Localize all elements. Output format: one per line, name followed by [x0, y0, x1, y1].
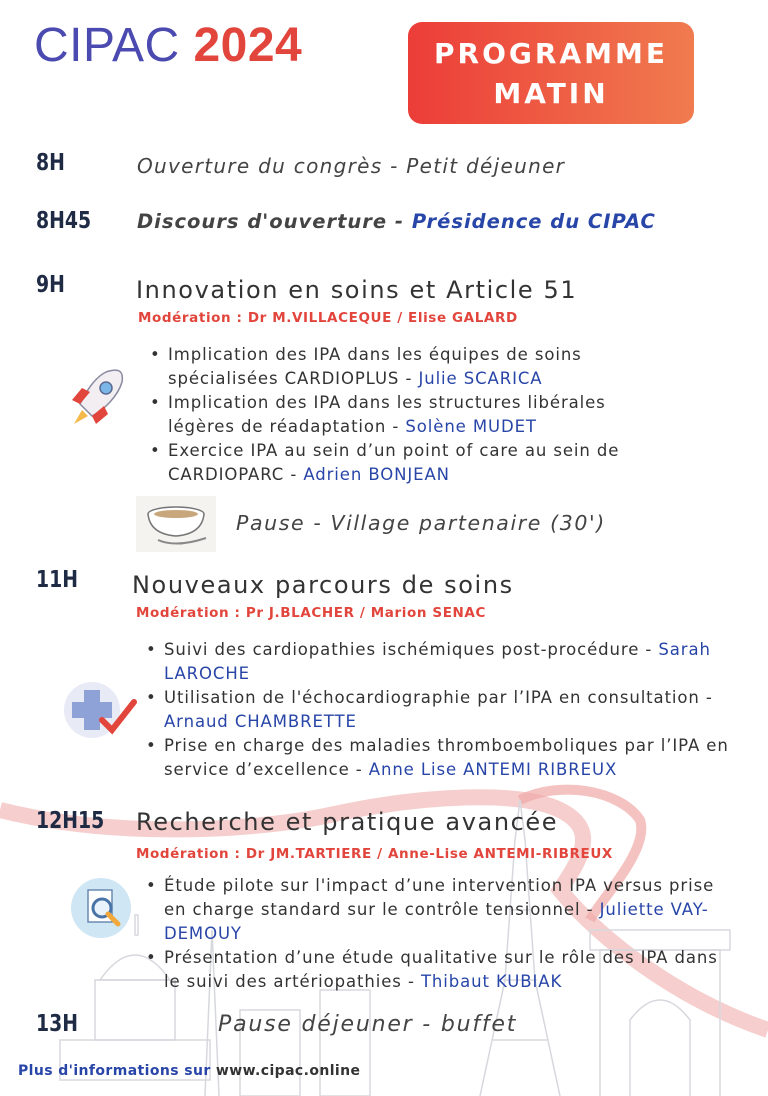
- session-opening: Ouverture du congrès - Petit déjeuner: [137, 154, 566, 178]
- footer-website-link[interactable]: www.cipac.online: [215, 1063, 361, 1079]
- time-12h15: 12H15: [36, 808, 105, 834]
- medical-cross-icon: [62, 680, 138, 740]
- session-title-recherche: Recherche et pratique avancée: [136, 808, 559, 836]
- moderation-innovation: Modération : Dr M.VILLACEQUE / Elise GALARD: [138, 310, 518, 326]
- session-title-parcours: Nouveaux parcours de soins: [132, 571, 514, 599]
- list-recherche: [146, 874, 726, 994]
- time-9h: 9H: [36, 272, 65, 298]
- badge-line-1: PROGRAMME: [434, 37, 668, 70]
- moderation-recherche: Modération : Dr JM.TARTIERE / Anne-Lise ANTEMI-RIBREUX: [136, 846, 613, 862]
- time-8h: 8H: [36, 150, 65, 176]
- time-13h: 13H: [36, 1011, 79, 1037]
- footer-info: [18, 1063, 360, 1079]
- logo-text: CIPAC: [34, 19, 194, 72]
- opening-speech-label: Discours d'ouverture: [137, 210, 388, 233]
- rocket-icon: [66, 366, 128, 432]
- teacup-icon: [136, 496, 216, 552]
- list-item: • Étude pilote sur l'impact d’une intervention IPA versus prise en charge standard sur le contrôle tensionnel - Juliette VAY-DEMOUY: [146, 874, 726, 946]
- opening-speech-speaker: Présidence du CIPAC: [411, 210, 656, 233]
- list-item: • Présentation d’une étude qualitative sur le rôle des IPA dans le suivi des artériopathies - Thibaut KUBIAK: [146, 946, 726, 994]
- list-innovation: [150, 343, 670, 487]
- list-item: • Exercice IPA au sein d’un point of care au sein de CARDIOPARC - Adrien BONJEAN: [150, 439, 670, 487]
- time-8h45: 8H45: [36, 208, 92, 234]
- opening-speech-sep: -: [387, 210, 412, 233]
- list-item: • Prise en charge des maladies thromboemboliques par l’IPA en service d’excellence - Anne Lise ANTEMI RIBREUX: [146, 734, 746, 782]
- footer-prefix: Plus d'informations sur: [18, 1063, 216, 1079]
- badge-line-2: MATIN: [493, 77, 609, 110]
- pause-lunch: Pause déjeuner - buffet: [218, 1012, 518, 1037]
- session-title-innovation: Innovation en soins et Article 51: [136, 276, 578, 304]
- pause-partner-village: Pause - Village partenaire (30'): [236, 511, 606, 535]
- programme-badge: [408, 22, 694, 124]
- list-parcours: [146, 638, 746, 782]
- list-item: • Implication des IPA dans les équipes de soins spécialisées CARDIOPLUS - Julie SCARICA: [150, 343, 670, 391]
- magnifier-document-icon: [68, 878, 134, 938]
- list-item: • Utilisation de l'échocardiographie par l’IPA en consultation - Arnaud CHAMBRETTE: [146, 686, 746, 734]
- session-opening-speech: [137, 210, 656, 233]
- time-11h: 11H: [36, 567, 79, 593]
- logo-year: 2024: [193, 19, 303, 72]
- moderation-parcours: Modération : Pr J.BLACHER / Marion SENAC: [136, 605, 486, 621]
- list-item: • Suivi des cardiopathies ischémiques post-procédure - Sarah LAROCHE: [146, 638, 746, 686]
- list-item: • Implication des IPA dans les structures libérales légères de réadaptation - Solène MUDET: [150, 391, 670, 439]
- cipac-logo: [34, 18, 302, 74]
